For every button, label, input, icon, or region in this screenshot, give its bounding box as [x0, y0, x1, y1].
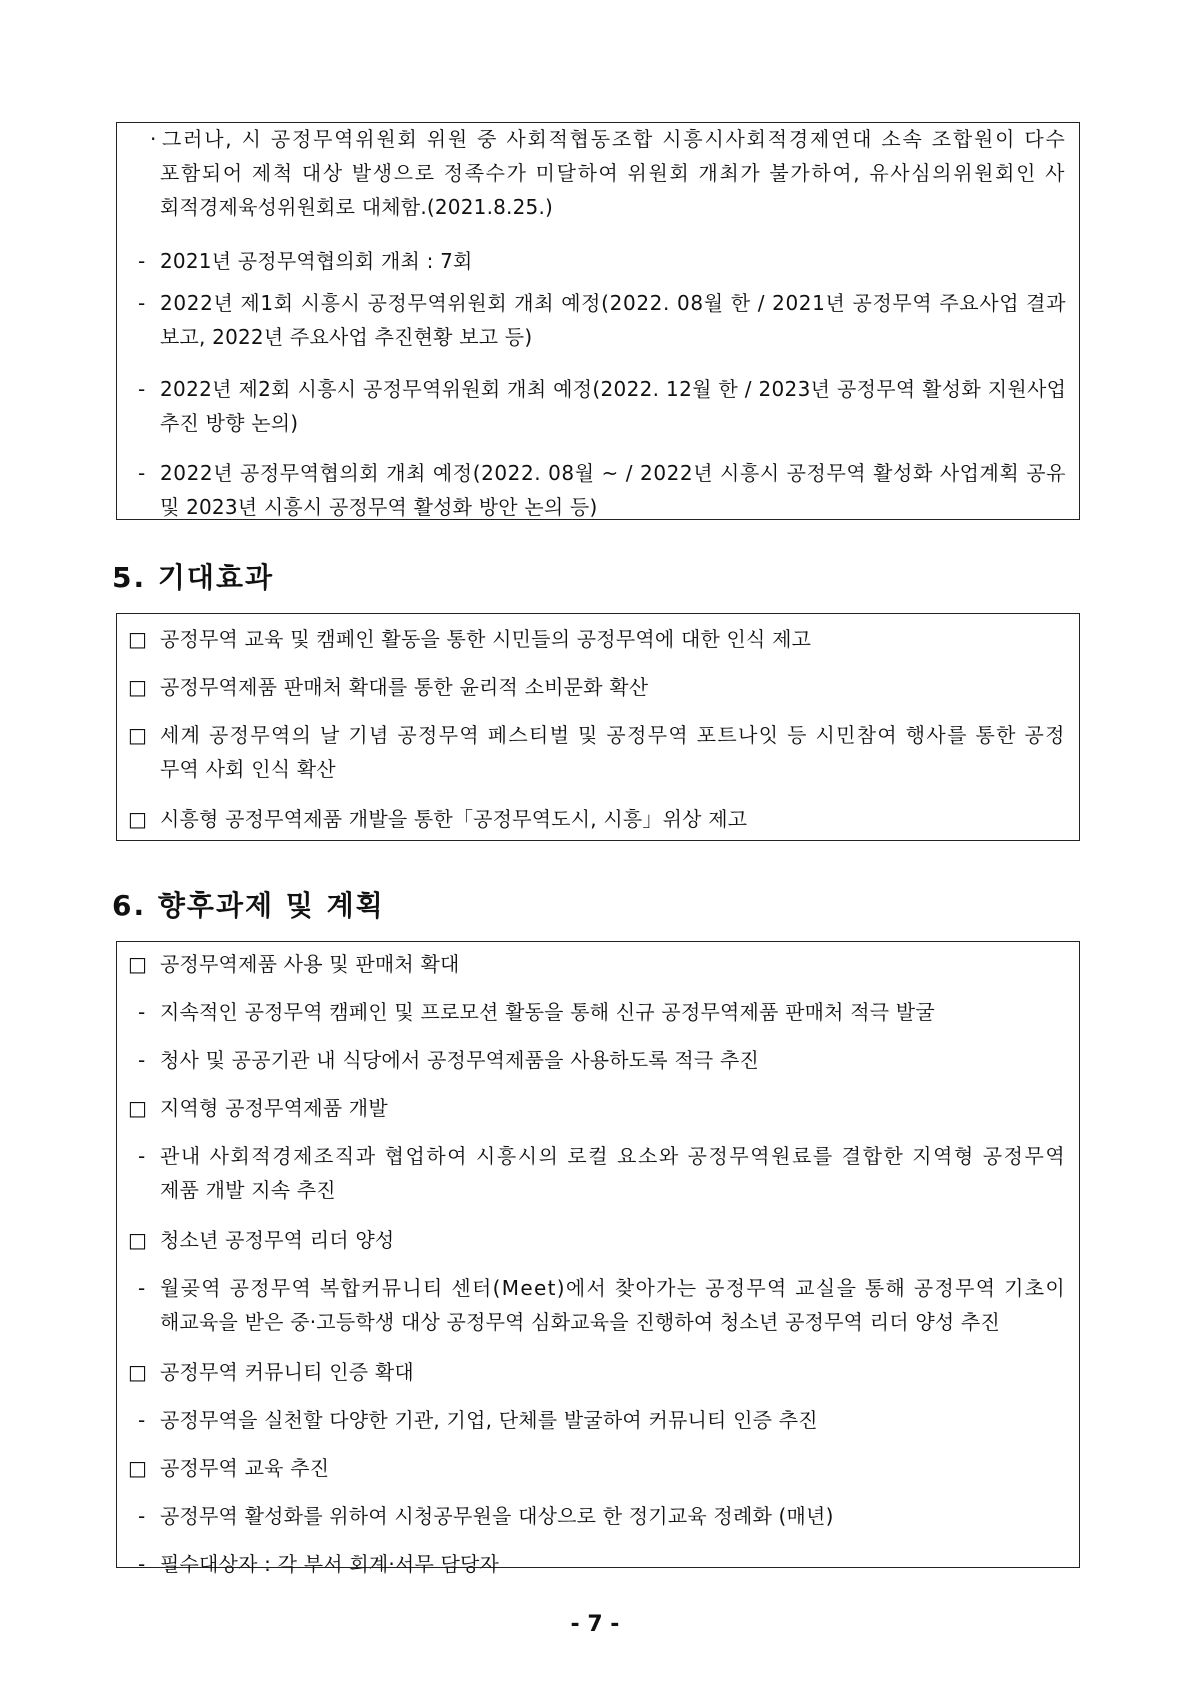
section5-title: 5. 기대효과	[112, 561, 275, 594]
dash-bullet: -	[138, 377, 146, 401]
checkbox-bullet: □	[128, 723, 147, 747]
list-item-line: 청소년 공정무역 리더 양성	[160, 1228, 395, 1252]
list-item-line: 공정무역 교육 및 캠페인 활동을 통한 시민들의 공정무역에 대한 인식 제고	[160, 627, 812, 651]
list-item-line: 지속적인 공정무역 캠페인 및 프로모션 활동을 통해 신규 공정무역제품 판매처 적극 발굴	[160, 1000, 935, 1024]
dash-bullet: -	[138, 1144, 146, 1168]
list-item-line: 해교육을 받은 중·고등학생 대상 공정무역 심화교육을 진행하여 청소년 공정무역 리더 양성 추진	[160, 1310, 1000, 1334]
checkbox-bullet: □	[128, 1456, 147, 1480]
list-item-line: 2021년 공정무역협의회 개최 : 7회	[160, 249, 473, 273]
dash-bullet: ·	[150, 127, 157, 151]
checkbox-bullet: □	[128, 627, 147, 651]
checkbox-bullet: □	[128, 675, 147, 699]
list-item-line: 공정무역 활성화를 위하여 시청공무원을 대상으로 한 정기교육 정례화 (매년)	[160, 1504, 834, 1528]
list-item-line: 그러나, 시 공정무역위원회 위원 중 사회적협동조합 시흥시사회적경제연대 소속 조합원이 다수	[162, 127, 1067, 151]
list-item-line: 2022년 공정무역협의회 개최 예정(2022. 08월 ~ / 2022년 시흥시 공정무역 활성화 사업계획 공유	[160, 461, 1067, 485]
list-item-line: 청사 및 공공기관 내 식당에서 공정무역제품을 사용하도록 적극 추진	[160, 1048, 760, 1072]
list-item-line: 보고, 2022년 주요사업 추진현황 보고 등)	[160, 325, 533, 349]
list-item-line: 공정무역 교육 추진	[160, 1456, 330, 1480]
list-item-line: 시흥형 공정무역제품 개발을 통한「공정무역도시, 시흥」위상 제고	[160, 807, 748, 831]
dash-bullet: -	[138, 461, 146, 485]
dash-bullet: -	[138, 1408, 146, 1432]
list-item-line: 공정무역 커뮤니티 인증 확대	[160, 1360, 414, 1384]
list-item-line: 공정무역을 실천할 다양한 기관, 기업, 단체를 발굴하여 커뮤니티 인증 추진	[160, 1408, 818, 1432]
list-item-line: 및 2023년 시흥시 공정무역 활성화 방안 논의 등)	[160, 495, 598, 519]
list-item-line: 2022년 제1회 시흥시 공정무역위원회 개최 예정(2022. 08월 한 / 2021년 공정무역 주요사업 결과	[160, 291, 1067, 315]
list-item-line: 무역 사회 인식 확산	[160, 757, 336, 781]
list-item-line: 세계 공정무역의 날 기념 공정무역 페스티벌 및 공정무역 포트나잇 등 시민참여 행사를 통한 공정	[160, 723, 1066, 747]
dash-bullet: -	[138, 291, 146, 315]
list-item-line: 포함되어 제척 대상 발생으로 정족수가 미달하여 위원회 개최가 불가하여, 유사심의위원회인 사	[160, 161, 1067, 185]
list-item-line: 공정무역제품 사용 및 판매처 확대	[160, 952, 460, 976]
page-number: - 7 -	[570, 1612, 620, 1637]
list-item-line: 관내 사회적경제조직과 협업하여 시흥시의 로컬 요소와 공정무역원료를 결합한 지역형 공정무역	[160, 1144, 1067, 1168]
dash-bullet: -	[138, 1000, 146, 1024]
list-item-line: 추진 방향 논의)	[160, 411, 299, 435]
checkbox-bullet: □	[128, 807, 147, 831]
list-item-line: 필수대상자 : 각 부서 회계·서무 담당자	[160, 1552, 500, 1576]
list-item-line: 지역형 공정무역제품 개발	[160, 1096, 388, 1120]
list-item-line: 2022년 제2회 시흥시 공정무역위원회 개최 예정(2022. 12월 한 / 2023년 공정무역 활성화 지원사업	[160, 377, 1067, 401]
dash-bullet: -	[138, 1276, 146, 1300]
checkbox-bullet: □	[128, 1360, 147, 1384]
dash-bullet: -	[138, 1552, 146, 1576]
list-item-line: 공정무역제품 판매처 확대를 통한 윤리적 소비문화 확산	[160, 675, 649, 699]
checkbox-bullet: □	[128, 1228, 147, 1252]
checkbox-bullet: □	[128, 1096, 147, 1120]
list-item-line: 월곶역 공정무역 복합커뮤니티 센터(Meet)에서 찾아가는 공정무역 교실을 통해 공정무역 기초이	[160, 1276, 1066, 1300]
dash-bullet: -	[138, 249, 146, 273]
checkbox-bullet: □	[128, 952, 147, 976]
dash-bullet: -	[138, 1048, 146, 1072]
list-item-line: 제품 개발 지속 추진	[160, 1178, 336, 1202]
list-item-line: 회적경제육성위원회로 대체함.(2021.8.25.)	[160, 195, 554, 219]
dash-bullet: -	[138, 1504, 146, 1528]
section6-title: 6. 향후과제 및 계획	[112, 889, 385, 922]
